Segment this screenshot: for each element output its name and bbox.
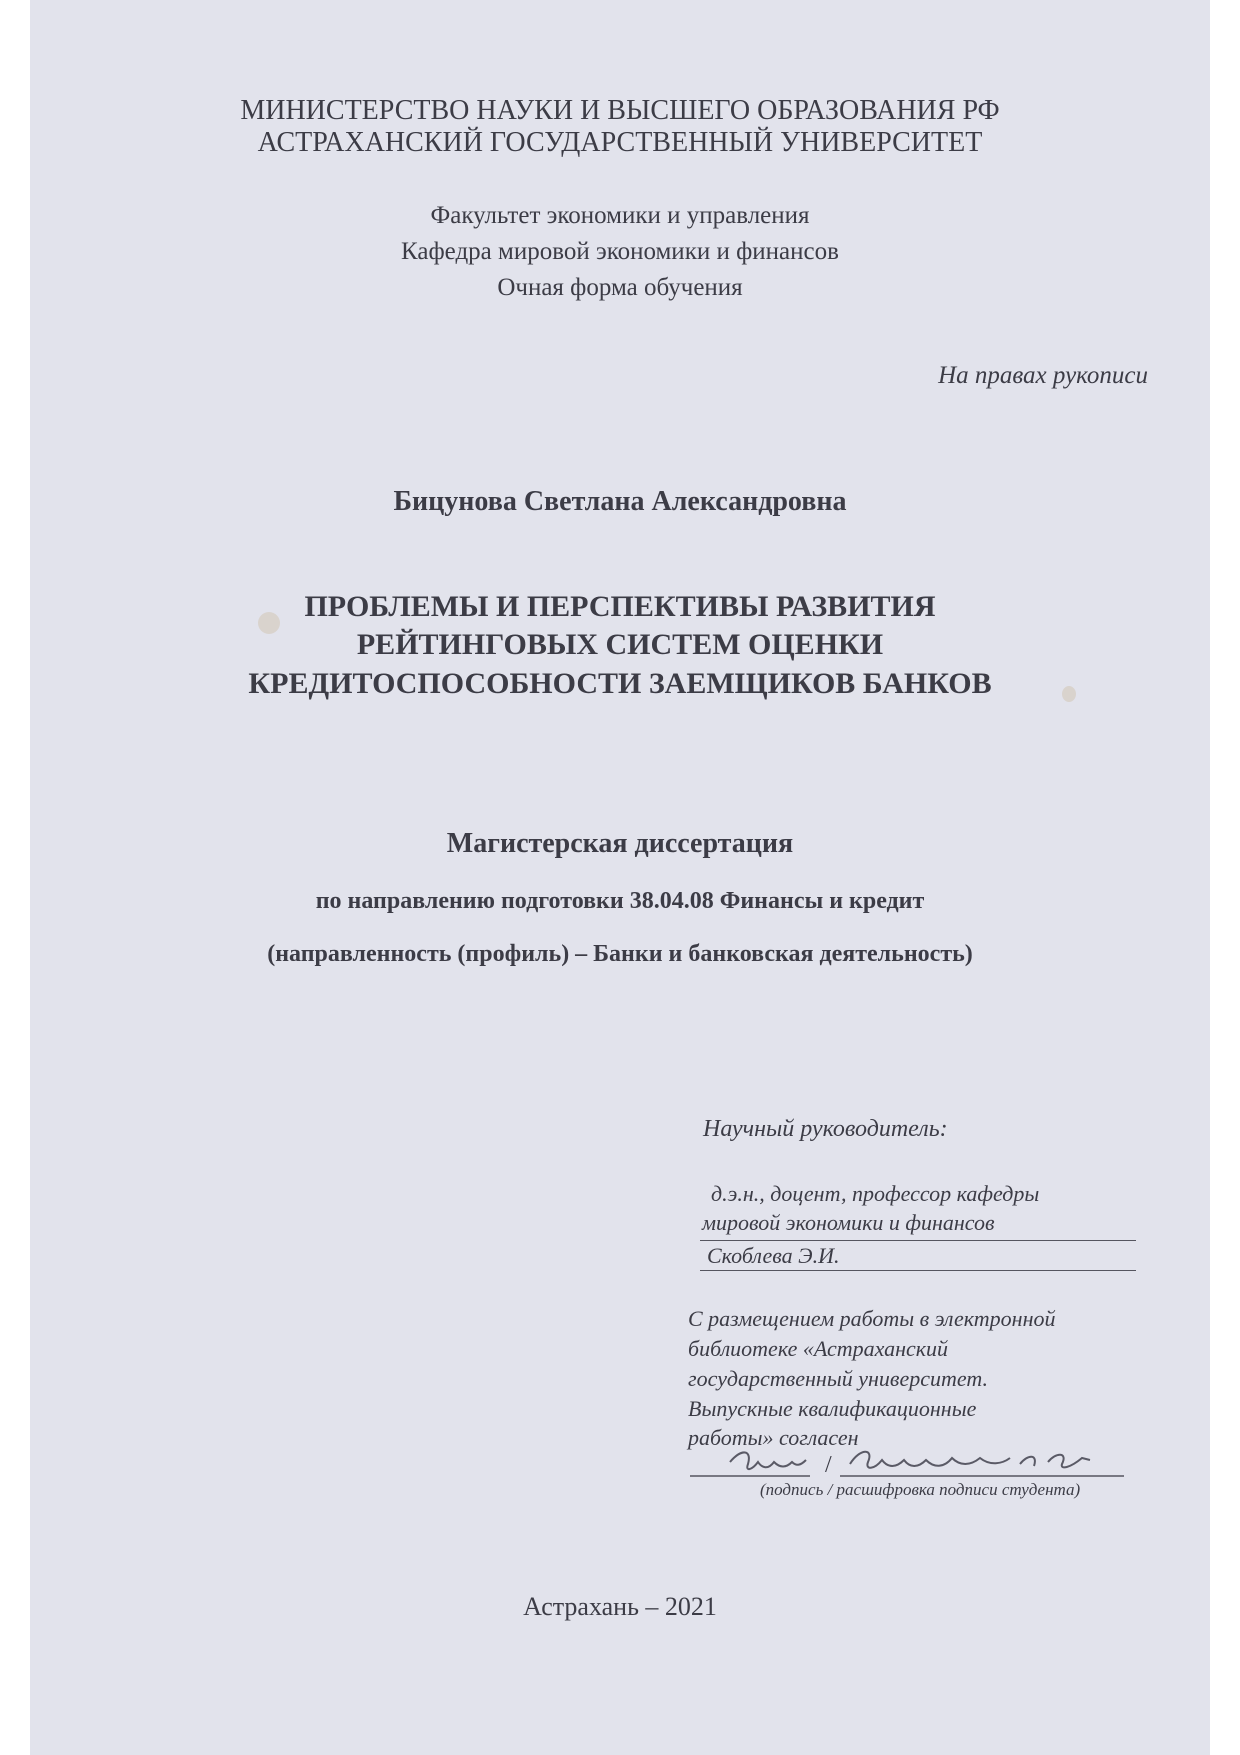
- underline: [700, 1270, 1136, 1271]
- work-type: Магистерская диссертация: [446, 828, 794, 859]
- city-year: Астрахань – 2021: [523, 1592, 717, 1621]
- signature-separator: /: [825, 1452, 832, 1478]
- author-name: Бицунова Светлана Александровна: [393, 486, 847, 517]
- underline: [700, 1240, 1136, 1241]
- supervisor-title: д.э.н., доцент, профессор кафедры: [711, 1181, 1040, 1206]
- consent-text-line: библиотеке «Астраханский: [688, 1336, 949, 1361]
- thesis-title-line: РЕЙТИНГОВЫХ СИСТЕМ ОЦЕНКИ: [356, 628, 884, 661]
- thesis-title-line: КРЕДИТОСПОСОБНОСТИ ЗАЕМЩИКОВ БАНКОВ: [248, 667, 992, 700]
- consent-text-line: работы» согласен: [688, 1425, 859, 1450]
- supervisor-heading: Научный руководитель:: [703, 1116, 948, 1142]
- university-heading: АСТРАХАНСКИЙ ГОСУДАРСТВЕННЫЙ УНИВЕРСИТЕТ: [257, 127, 983, 158]
- supervisor-department: мировой экономики и финансов: [702, 1210, 995, 1235]
- manuscript-note: На правах рукописи: [938, 362, 1148, 389]
- training-profile: (направленность (профиль) – Банки и банковская деятельность): [267, 941, 973, 967]
- study-form-line: Очная форма обучения: [497, 274, 743, 301]
- signature-caption: (подпись / расшифровка подписи студента): [760, 1480, 1081, 1499]
- supervisor-name: Скоблева Э.И.: [707, 1243, 840, 1268]
- consent-text-line: государственный университет.: [688, 1366, 988, 1391]
- thesis-title-line: ПРОБЛЕМЫ И ПЕРСПЕКТИВЫ РАЗВИТИЯ: [304, 590, 936, 623]
- faculty-line: Факультет экономики и управления: [430, 202, 810, 229]
- training-direction: по направлению подготовки 38.04.08 Финансы и кредит: [315, 888, 925, 914]
- ministry-heading: МИНИСТЕРСТВО НАУКИ И ВЫСШЕГО ОБРАЗОВАНИЯ РФ: [240, 95, 1000, 126]
- consent-text-line: С размещением работы в электронной: [688, 1306, 1056, 1331]
- consent-text-line: Выпускные квалификационные: [688, 1396, 977, 1421]
- department-line: Кафедра мировой экономики и финансов: [401, 238, 839, 265]
